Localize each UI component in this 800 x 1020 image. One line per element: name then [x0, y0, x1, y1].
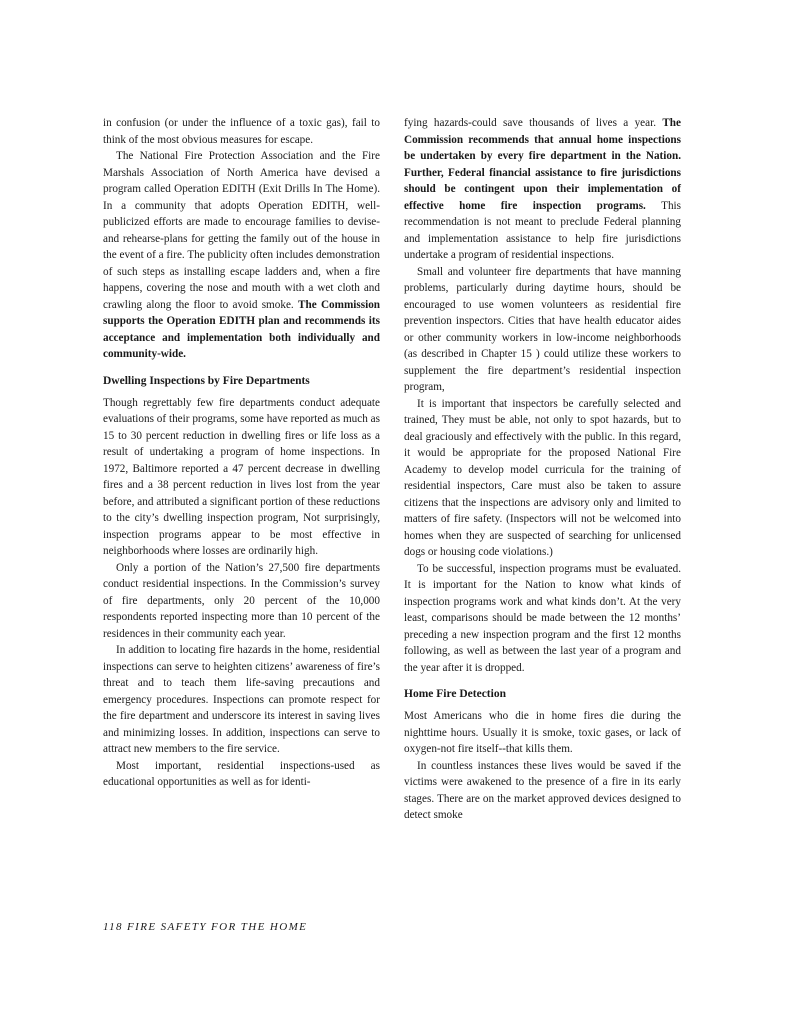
paragraph-text: This recommendation is not meant to preclude Federal planning and implementation assistance to help fire jurisdictions undertake a program of residential inspections. — [404, 199, 681, 261]
paragraph — [103, 148, 380, 363]
paragraph-text: fying hazards-could save thousands of lives a year. — [404, 117, 657, 129]
recommendation-text: The Commission supports the Operation EDITH plan and recommends its acceptance and implementation both individually and community-wide. — [103, 298, 381, 360]
paragraph: To be successful, inspection programs must be evaluated. It is important for the Nation to know what kinds of inspection programs work and what kinds don’t. At the very least, comparisons should be made between the 12 months’ preceding a new inspection program and the first 12 months following, as well as between the last year of a program and the year after it is dropped. — [404, 562, 681, 674]
paragraph: In addition to locating fire hazards in the home, residential inspections can serve to heighten citizens’ awareness of fire’s threat and to teach them life-saving precautions and emergency procedures. Inspections can promote respect for the fire department and underscore its interest in saving lives and minimizing losses. In addition, inspections can serve to attract new members to the fire service. — [103, 644, 380, 755]
right-column — [404, 115, 681, 824]
paragraph: Only a portion of the Nation’s 27,500 fire departments conduct residential inspections. In the Commission’s survey of fire departments, only 20 percent of the 10,000 respondents reported inspecting more than 10 percent of the residences in their community each year. — [103, 561, 380, 640]
paragraph: in confusion (or under the influence of a toxic gas), fail to think of the most obvious measures for escape. — [103, 117, 380, 146]
paragraph: Though regrettably few fire departments conduct adequate evaluations of their programs, some have reported as much as 15 to 30 percent reduction in dwelling fires or life loss as a result of undertaking a program of home inspections. In 1972, Baltimore reported a 47 percent decrease in dwelling fires and a 38 percent reduction in lives lost from the year before, and attributed a significant portion of these reductions to the city’s dwelling inspection program, Not surprisingly, inspection programs appear to be most effective in neighborhoods where losses are ordinarily high. — [103, 396, 380, 557]
paragraph: In countless instances these lives would be saved if the victims were awakened to the presence of a fire in its early stages. There are on the market approved devices designed to detect smoke — [404, 759, 681, 821]
paragraph-text: The National Fire Protection Association and the Fire Marshals Association of North America have devised a program called Operation EDITH (Exit Drills In The Home). In a community that adopts Operation EDITH, well-publicized efforts are made to encourage families to devise-and rehearse-plans for getting the family out of the house in the event of a fire. The publicity often includes demonstration of such steps as installing escape ladders and, when a fire happens, covering the nose and mouth with a wet cloth and crawling along the floor to avoid smoke. — [103, 150, 380, 311]
paragraph — [404, 115, 681, 264]
page-footer: 118 FIRE SAFETY FOR THE HOME — [103, 921, 308, 933]
paragraph: Most important, residential inspections-used as educational opportunities as well as for identi- — [103, 759, 380, 788]
paragraph: It is important that inspectors be carefully selected and trained, They must be able, not only to spot hazards, but to deal graciously and effectively with the public. In this regard, it would be appropriate for the proposed National Fire Academy to develop model curricula for the training of residential inspectors, Care must also be taken to assure citizens that the inspections are advisory only and limited to matters of fire safety. (Inspectors will not be welcomed into homes when they are suspected of searching for unlicensed dogs or housing code violations.) — [404, 397, 681, 558]
section-heading: Home Fire Detection — [404, 688, 506, 700]
left-column — [103, 115, 380, 791]
section-heading: Dwelling Inspections by Fire Departments — [103, 374, 310, 387]
paragraph: Most Americans who die in home fires die during the nighttime hours. Usually it is smoke, toxic gases, or lack of oxygen-not fire itself--that kills them. — [404, 710, 681, 755]
paragraph: Small and volunteer fire departments that have manning problems, particularly during daytime hours, should be encouraged to use women volunteers as residential fire prevention inspectors. Cities that have health educator aides or other community workers in low-income neighborhoods (as described in Chapter 15 ) could utilize these workers to supplement the fire department’s residential inspection program, — [404, 265, 681, 393]
recommendation-text: The Commission recommends that annual home inspections be undertaken by every fire department in the Nation. Further, Federal financial assistance to fire jurisdictions should be contingent upon their implementation of effective home fire inspection programs. — [404, 117, 681, 212]
